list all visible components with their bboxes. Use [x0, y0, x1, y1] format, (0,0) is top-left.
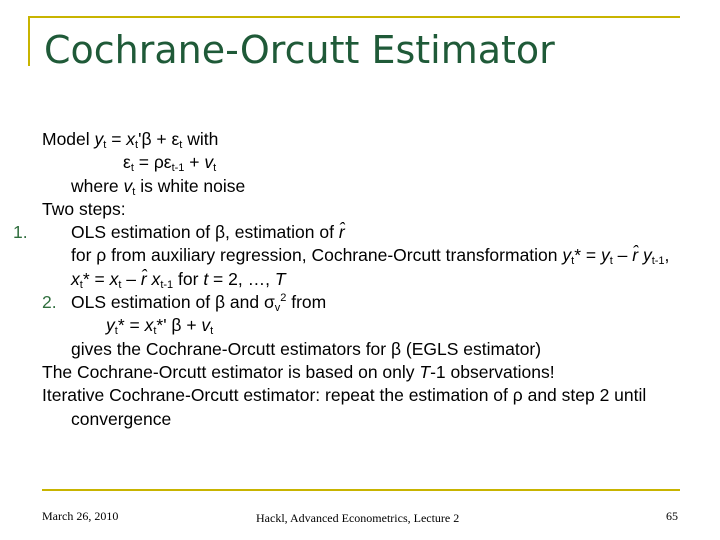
subscript: t — [132, 185, 136, 198]
text: Two steps: — [42, 198, 126, 219]
text: = ρε — [133, 152, 172, 173]
symbol-x: x — [71, 268, 80, 289]
subscript: t — [135, 139, 139, 151]
symbol-y: y — [106, 315, 115, 336]
step-number-2: 2. — [42, 292, 57, 313]
page-number: 65 — [666, 509, 678, 523]
text: , — [664, 245, 670, 266]
subscript: t-1 — [171, 162, 185, 175]
error-equation — [42, 151, 682, 174]
symbol-y: y — [600, 245, 610, 266]
transformed-model — [42, 314, 682, 337]
text: for — [173, 268, 204, 289]
rho-hat: r̂ — [338, 222, 345, 243]
subscript: t — [210, 325, 214, 338]
text: with — [182, 129, 219, 149]
symbol-x: x — [126, 129, 136, 149]
text: – — [121, 268, 141, 289]
iterative-line — [42, 384, 671, 431]
text: -1 observations! — [430, 361, 555, 382]
text: gives the Cochrane-Orcutt estimators for β (EGLS estimator) — [71, 338, 542, 359]
subscript: t — [130, 162, 134, 175]
symbol-v: v — [201, 315, 211, 336]
gives-line — [42, 338, 682, 361]
symbol-v: v — [204, 152, 214, 173]
step-1-line — [13, 221, 681, 291]
text: 'β + ε — [138, 129, 180, 149]
text: + — [184, 152, 205, 173]
symbol-x: x — [109, 268, 119, 289]
footer-date: March 26, 2010 — [42, 509, 119, 523]
text: for ρ from auxiliary regression, Cochrane-Orcutt transformation — [71, 245, 563, 266]
text: is white noise — [135, 175, 246, 196]
footer-course: Hackl, Advanced Econometrics, Lecture 2 — [256, 511, 460, 525]
symbol-v: v — [123, 175, 133, 196]
symbol-x: x — [144, 315, 154, 336]
frame-top-line — [28, 16, 680, 18]
subscript: v — [274, 302, 281, 315]
symbol-t: t — [203, 268, 209, 289]
text: Model — [42, 129, 95, 149]
frame-left-line — [28, 16, 30, 66]
text: The Cochrane-Orcutt estimator is based on only — [42, 361, 420, 382]
frame-bottom-line — [42, 489, 680, 491]
subscript: t — [103, 139, 107, 151]
subscript: t — [114, 325, 118, 338]
text: – — [612, 245, 633, 266]
text: OLS estimation of β and σ — [71, 292, 275, 313]
symbol-T: T — [274, 268, 286, 289]
symbol-y: y — [638, 245, 652, 266]
text: * — [574, 245, 582, 266]
text: * = — [117, 315, 145, 336]
text: from — [286, 292, 327, 313]
text: = 2, …, — [208, 268, 275, 289]
step-number-1: 1. — [13, 222, 28, 243]
subscript: t — [153, 325, 157, 338]
symbol-T: T — [419, 361, 431, 382]
symbol-y: y — [94, 129, 104, 149]
subscript: t — [213, 162, 217, 175]
text: where — [71, 175, 124, 196]
subscript: t-1 — [651, 255, 665, 268]
rho-hat: r̂ — [140, 268, 147, 289]
subscript: t — [609, 255, 613, 268]
model-line — [42, 128, 682, 151]
text: OLS estimation of β, estimation of — [71, 222, 339, 243]
rho-hat: r̂ — [632, 245, 639, 266]
text: = — [106, 129, 127, 149]
based-on-line — [42, 361, 682, 384]
slide-title: Cochrane-Orcutt Estimator — [44, 28, 555, 72]
slide-body — [13, 128, 682, 431]
text: Iterative Cochrane-Orcutt estimator: repeat the estimation of ρ and step 2 until convergence — [42, 385, 647, 429]
symbol-y: y — [562, 245, 572, 266]
subscript: t — [179, 139, 183, 151]
white-noise-line — [42, 175, 682, 198]
text: ε — [123, 152, 131, 173]
subscript: t — [118, 278, 122, 291]
superscript: 2 — [280, 292, 287, 305]
text: * — [82, 268, 90, 289]
symbol-x: x — [146, 268, 161, 289]
text: = — [89, 268, 110, 289]
subscript: t-1 — [160, 278, 174, 291]
subscript: t — [79, 278, 83, 291]
two-steps-line — [42, 198, 682, 221]
text: *' β + — [156, 315, 202, 336]
step-2-line — [42, 291, 682, 314]
subscript: t — [571, 255, 575, 268]
text: = — [581, 245, 601, 266]
